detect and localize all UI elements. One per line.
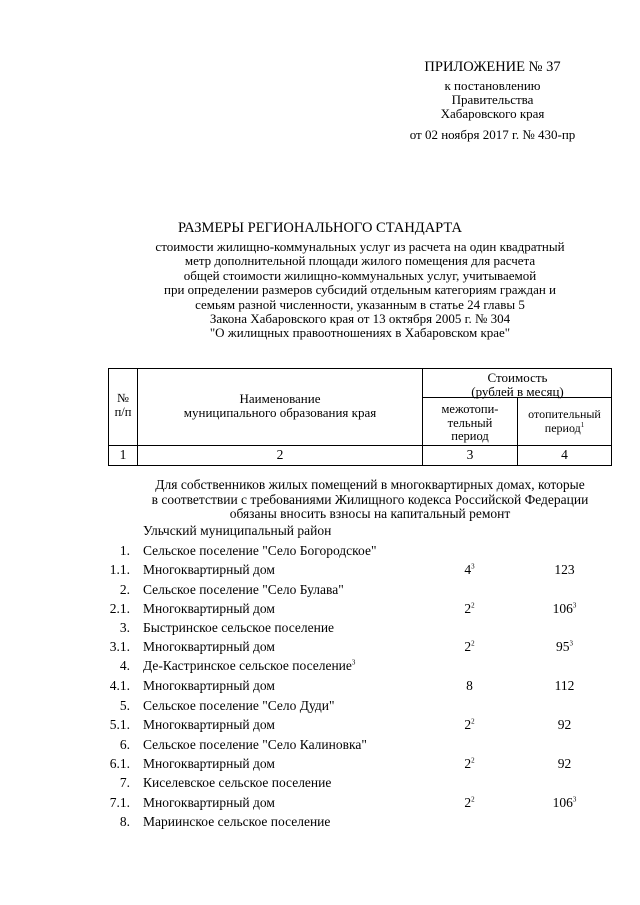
row-name [143,676,275,696]
row-number: 7.1. [109,795,130,810]
subtitle-line: при определении размеров субсидий отдельным категориям граждан и [164,282,556,298]
row-name [143,793,275,813]
row-number: 2. [119,582,130,597]
header-col4-line2 [518,422,611,436]
row-interheating-value [422,637,517,657]
row-number: 3. [119,620,130,635]
row-name-text: Многоквартирный дом [143,639,275,654]
row-name [143,599,275,619]
footnote-mark: 2 [471,601,475,610]
header-col-number [108,392,138,419]
value: 2 [464,756,472,771]
row-name [143,541,376,561]
header-number-3: 3 [466,447,474,462]
header-number-2: 2 [276,447,284,462]
row-name-text: Сельское поселение "Село Богородское" [143,543,377,558]
row-interheating-value [422,599,517,619]
row-heating-value [517,676,612,696]
subtitle-line: стоимости жилищно-коммунальных услуг из расчета на один квадратный [155,239,565,254]
value: 112 [554,678,575,693]
row-heating-value [517,599,612,619]
row-number: 4.1. [109,678,130,693]
table-row [0,715,640,735]
row-heating-value [517,754,612,774]
document-subtitle [0,240,640,341]
intro-line: обязаны вносить взносы на капитальный ремонт [229,506,511,522]
row-name [143,696,334,716]
row-name [143,580,344,600]
table-row [0,754,640,774]
row-number: 7. [119,775,130,790]
row-name [143,656,355,676]
value: 4 [464,562,472,577]
subtitle-line: Закона Хабаровского края от 13 октября 2005 г. № 304 [209,311,511,327]
row-name-text: Ульчский муниципальный район [143,523,332,538]
appendix-title: ПРИЛОЖЕНИЕ № 37 [424,59,561,75]
row-name [143,560,275,580]
row-number: 8. [119,814,130,829]
row-name-text: Многоквартирный дом [143,717,275,732]
row-name-text: Многоквартирный дом [143,601,275,616]
row-heating-value [517,560,612,580]
table-row [0,580,640,600]
appendix-line-1: к постановлению [444,78,541,93]
row-name [143,637,275,657]
table-header [108,368,612,466]
header-col3-line1: межотопи- [441,402,499,416]
row-interheating-value [422,715,517,735]
footnote-mark: 2 [471,756,475,765]
row-name-text: Мариинское сельское поселение [143,814,331,829]
row-name [143,812,330,832]
row-name-text: Многоквартирный дом [143,756,275,771]
header-col4-line2-text: период [544,420,581,435]
table-border-top [108,368,612,369]
value: 8 [466,678,473,693]
appendix-line-3: Хабаровского края [440,106,545,121]
value: 123 [554,562,575,577]
row-number: 3.1. [109,639,130,654]
row-number: 6. [119,737,130,752]
row-name-text: Многоквартирный дом [143,795,275,810]
table-row [0,560,640,580]
appendix-date: от 02 ноября 2017 г. № 430-пр [409,127,576,142]
row-name-text: Многоквартирный дом [143,678,275,693]
footnote-mark: 3 [572,601,577,610]
value: 106 [552,795,573,810]
table-row [0,773,640,793]
subtitle-line: метр дополнительной площади жилого помещения для расчета [184,253,536,269]
table-row-district [0,521,640,541]
intro-line: Для собственников жилых помещений в многоквартирных домах, которые [155,477,585,492]
value: 106 [552,601,573,616]
table-row [0,793,640,813]
table-row [0,618,640,638]
row-name [143,773,331,793]
value: 2 [464,601,472,616]
row-number: 1.1. [109,562,130,577]
row-number: 5. [119,698,130,713]
value: 92 [557,717,572,732]
table-row [0,735,640,755]
table-row [0,541,640,561]
row-name-text: Сельское поселение "Село Дуди" [143,698,335,713]
row-name-text: Быстринское сельское поселение [143,620,335,635]
header-col-interheating [423,403,517,444]
footnote-mark: 3 [471,562,475,571]
header-cost-line1: Стоимость [487,370,548,385]
value: 2 [464,717,472,732]
header-col-name-line1: Наименование [239,391,321,406]
row-heating-value [517,793,612,813]
footnote-mark: 3 [351,658,356,667]
subtitle-line: семьям разной численности, указанным в статье 24 главы 5 [195,296,525,312]
row-number: 5.1. [109,717,130,732]
row-interheating-value [422,560,517,580]
header-col3-line2: тельный [447,415,493,430]
header-number-1: 1 [119,447,127,462]
header-col4-line1: отопительный [528,407,601,421]
footnote-mark: 3 [572,795,577,804]
table-row [0,812,640,832]
row-name [143,735,367,755]
table-row [0,676,640,696]
row-name-text: Сельское поселение "Село Калиновка" [143,737,367,752]
row-number: 1. [119,543,130,558]
table-border-header-bottom [108,445,612,446]
row-interheating-value [422,754,517,774]
footnote-mark: 3 [569,639,573,648]
row-interheating-value [422,793,517,813]
subtitle-line: общей стоимости жилищно-коммунальных услуг, учитываемой [183,267,537,283]
footnote-mark: 2 [471,717,475,726]
section-intro [0,478,640,522]
value: 95 [556,639,570,654]
row-interheating-value [422,676,517,696]
document-title: РАЗМЕРЫ РЕГИОНАЛЬНОГО СТАНДАРТА [177,220,463,236]
row-name [143,715,275,735]
row-number: 2.1. [109,601,130,616]
appendix-line-2: Правительства [451,92,534,107]
row-name-text: Многоквартирный дом [143,562,275,577]
row-name [143,618,334,638]
header-col-number-line1: № [117,391,129,405]
header-col-name [138,392,422,419]
table-border-bottom [108,465,612,466]
footnote-mark: 2 [471,795,475,804]
header-col-heating [518,408,611,435]
table-row [0,599,640,619]
header-number-4: 4 [561,447,568,462]
footnote-mark: 1 [580,420,585,429]
appendix-block [390,58,595,142]
header-col-name-line2: муниципального образования края [183,404,377,420]
header-col3-line3: период [451,429,489,443]
row-heating-value [517,715,612,735]
value: 92 [557,756,572,771]
value: 2 [464,795,472,810]
header-cost-line2: (рублей в месяц) [471,383,564,399]
table-row [0,656,640,676]
row-name-text: Де-Кастринское сельское поселение [143,658,352,673]
header-col-number-line2: п/п [114,404,132,419]
row-name-text: Киселевское сельское поселение [143,775,332,790]
header-cost [423,371,612,398]
row-name [143,754,275,774]
table-row [0,696,640,716]
value: 2 [464,639,472,654]
table-row [0,637,640,657]
footnote-mark: 2 [471,639,475,648]
row-number: 4. [119,658,130,673]
subtitle-line: "О жилищных правоотношениях в Хабаровском крае" [209,325,511,341]
row-name [143,521,331,541]
intro-line: в соответствии с требованиями Жилищного кодекса Российской Федерации [151,491,589,507]
row-heating-value [517,637,612,657]
row-number: 6.1. [109,756,130,771]
row-name-text: Сельское поселение "Село Булава" [143,582,344,597]
